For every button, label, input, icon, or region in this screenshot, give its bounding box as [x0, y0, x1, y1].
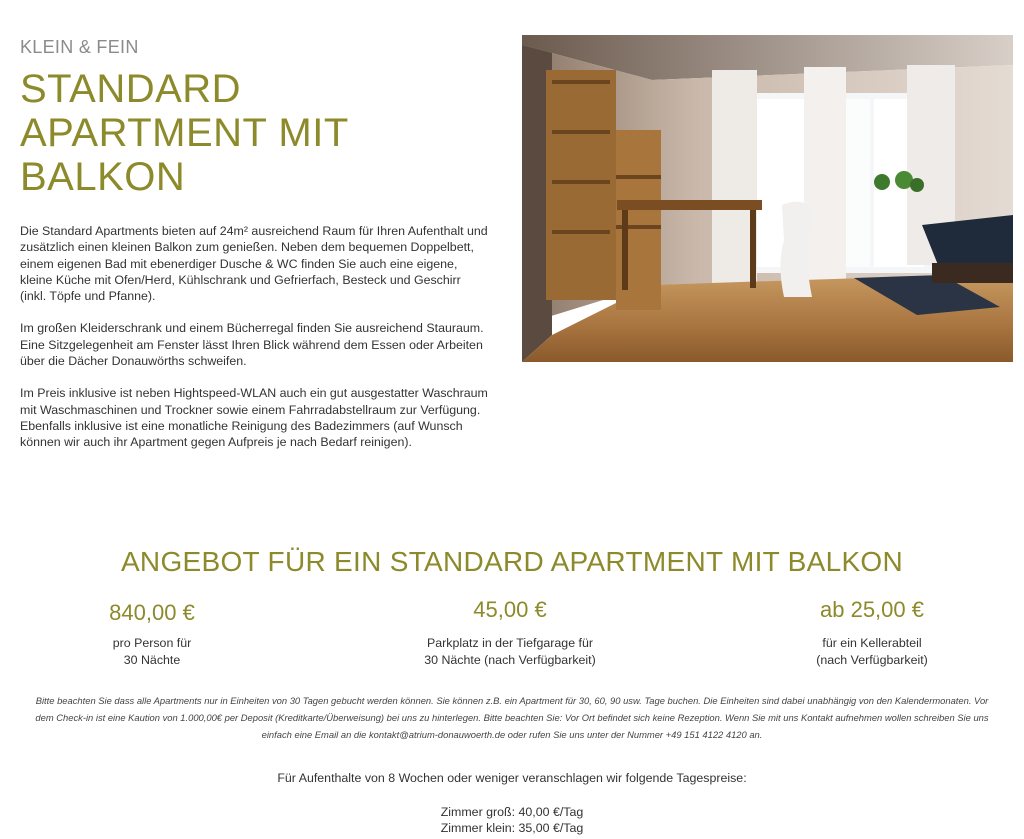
description-paragraph: Im großen Kleiderschrank und einem Bücherregal finden Sie ausreichend Stauraum. Eine Sitzgelegenheit am Fenster lässt Ihren Blick während dem Essen oder Arbeiten über die Dächer Donauwörths schweifen.	[20, 321, 484, 369]
booking-notice	[6, 692, 1018, 743]
booking-notice-line: Bitte beachten Sie dass alle Apartments nur in Einheiten von 30 Tagen gebucht werden können. Sie können z.B. ein Apartment für 30, 60, 90 usw. Tage buchen. Die Einheiten sind dabei unabhängig von den Kalendermonaten. Vor	[35, 695, 989, 706]
description-paragraph: Die Standard Apartments bieten auf 24m² ausreichend Raum für Ihren Aufenthalt und zusätzlich einen kleinen Balkon zum genießen. Neben dem bequemen Doppelbett, einem eigenen Bad mit ebenerdiger Dusche & WC finden Sie auch eine eigene, kleine Küche mit Ofen/Herd, Kühlschrank und Gefrierfach, Besteck und Geschirr (inkl. Töpfe und Pfanne).	[20, 224, 488, 304]
daily-rate-item: Zimmer groß: 40,00 €/Tag	[440, 805, 584, 819]
booking-notice-line: einfach eine Email an die kontakt@atrium-donauwoerth.de oder rufen Sie uns unter der Nummer +49 151 4122 4120 an.	[261, 729, 763, 740]
price-description	[772, 635, 972, 668]
price-description-line: pro Person für	[112, 636, 192, 650]
daily-rates-section	[0, 770, 1024, 836]
daily-rates-list	[0, 804, 1024, 836]
page-title	[20, 67, 490, 199]
page-title-line: STANDARD	[20, 67, 242, 111]
price-description-line: Parkplatz in der Tiefgarage für	[427, 636, 593, 650]
price-card-storage	[772, 596, 972, 668]
price-description-line: 30 Nächte (nach Verfügbarkeit)	[424, 652, 596, 667]
price-amount: 45,00 €	[473, 597, 547, 622]
price-amount: 840,00 €	[109, 600, 195, 625]
price-description-line: (nach Verfügbarkeit)	[816, 652, 928, 667]
page-title-line: APARTMENT MIT	[20, 111, 349, 155]
offer-heading: ANGEBOT FÜR EIN STANDARD APARTMENT MIT BALKON	[120, 546, 904, 577]
price-description-line: für ein Kellerabteil	[822, 636, 922, 650]
price-description	[52, 635, 252, 668]
price-card-per-person	[52, 596, 252, 668]
intro-section	[20, 36, 490, 467]
daily-rate-item: Zimmer klein: 35,00 €/Tag	[440, 821, 584, 835]
price-description-line: 30 Nächte	[123, 652, 181, 667]
price-amount: ab 25,00 €	[820, 597, 924, 622]
description-paragraph: Im Preis inklusive ist neben Hightspeed-WLAN auch ein gut ausgestatter Waschraum mit Waschmaschinen und Trockner sowie einem Fahrradabstellraum zur Verfügung. Ebenfalls inklusive ist eine monatliche Reinigung des Badezimmers (auf Wunsch können wir auch ihr Apartment gegen Aufpreis je nach Bedarf reinigen).	[20, 386, 488, 450]
apartment-photo	[522, 35, 1013, 362]
price-description	[396, 635, 624, 668]
kicker-text: KLEIN & FEIN	[20, 37, 139, 57]
price-card-parking	[396, 596, 624, 668]
page-title-line: BALKON	[20, 155, 186, 199]
booking-notice-line: dem Check-in ist eine Kaution von 1.000,00€ per Deposit (Kreditkarte/Überweisung) bei uns zu hinterlegen. Bitte beachten Sie: Vor Ort befindet sich keine Rezeption. Wenn Sie mit uns Kontakt aufnehmen wollen schreiben Sie uns	[35, 712, 989, 723]
daily-rates-intro: Für Aufenthalte von 8 Wochen oder weniger veranschlagen wir folgende Tagespreise:	[277, 771, 747, 785]
